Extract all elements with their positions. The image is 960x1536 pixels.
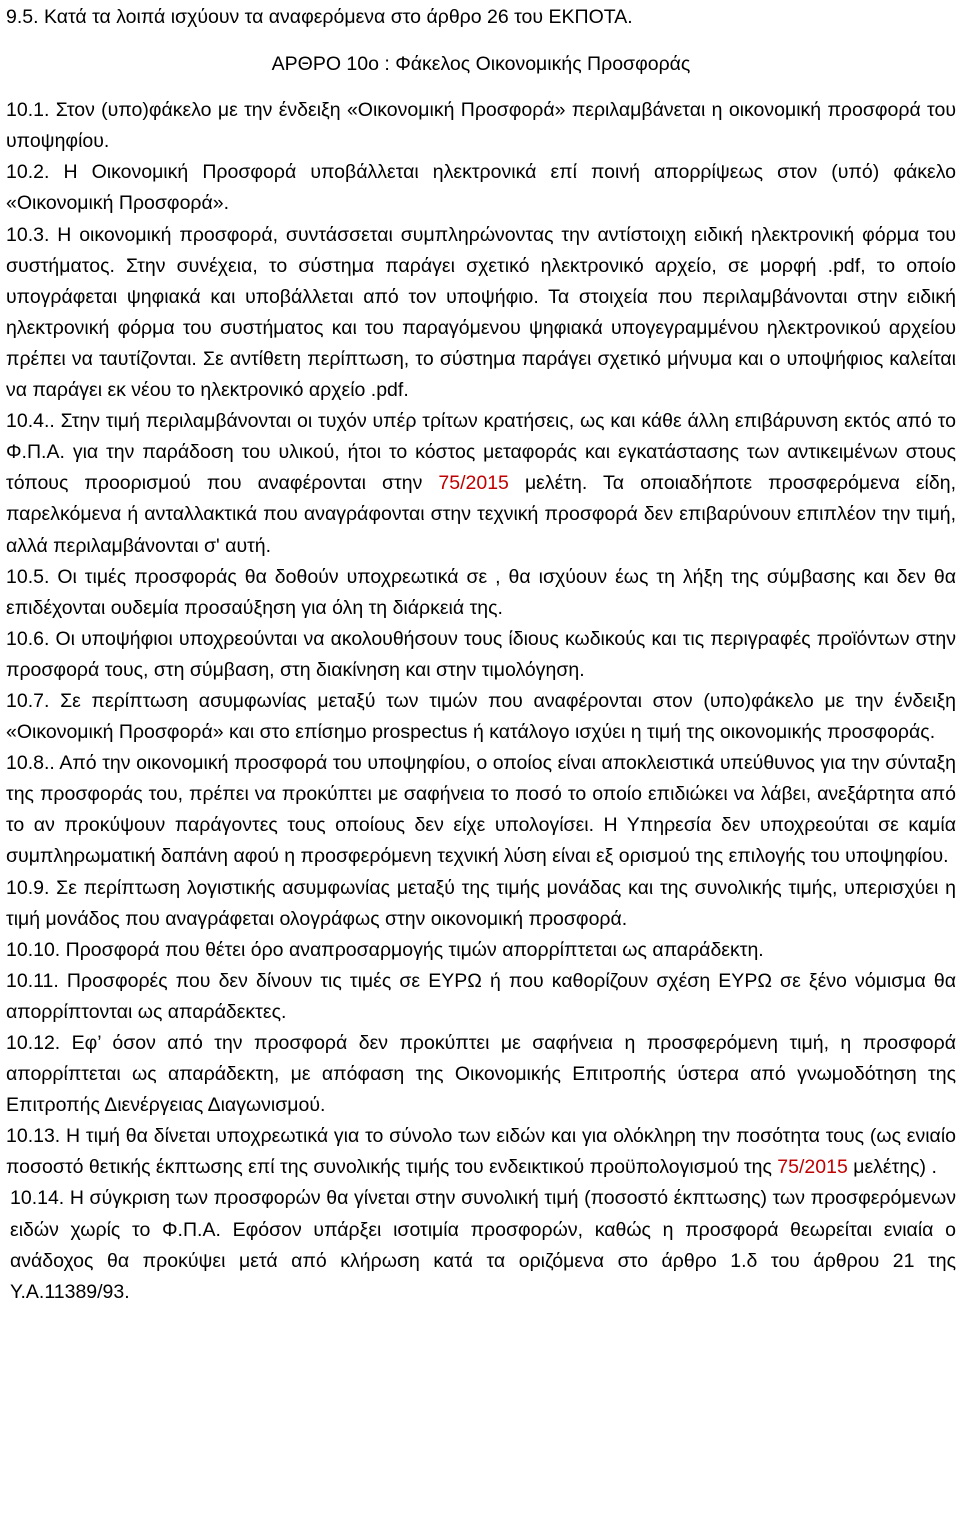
study-reference: 75/2015 [777, 1156, 848, 1179]
paragraph-10-8: 10.8.. Από την οικονομική προσφορά του υποψηφίου, ο οποίος είναι αποκλειστικά υπεύθυνος για την σύνταξη της προσφοράς του, πρέπει να προκύπτει με σαφήνεια το ποσό το οποίο επιδιώκει να λάβει, ανεξάρτητα από το αν προκύψουν παράγοντες τους οποίους δεν είχε υπολογίσει. Η Υπηρεσία δεν υποχρεούται σε καμία συμπληρωματική δαπάνη αφού η προσφερόμενη τεχνική λύση είναι εξ ορισμού της επιλογής του υποψηφίου. [6, 752, 956, 868]
paragraph-10-11: 10.11. Προσφορές που δεν δίνουν τις τιμές σε ΕΥΡΩ ή που καθορίζουν σχέση ΕΥΡΩ σε ξένο νόμισμα θα απορρίπτονται ως απαράδεκτες. [6, 969, 956, 1023]
paragraph-10-13 [6, 1121, 956, 1183]
article-title: ΑΡΘΡΟ 10ο : Φάκελος Οικονομικής Προσφοράς [271, 52, 691, 75]
paragraph-10-1: 10.1. Στον (υπο)φάκελο με την ένδειξη «Οικονομική Προσφορά» περιλαμβάνεται η οικονομική προσφορά του υποψηφίου. [6, 99, 956, 153]
study-reference: 75/2015 [438, 472, 509, 495]
paragraph-10-3: 10.3. Η οικονομική προσφορά, συντάσσεται συμπληρώνοντας την αντίστοιχη ειδική ηλεκτρονική φόρμα του συστήματος. Στην συνέχεια, το σύστημα παράγει σχετικό ηλεκτρονικό αρχείο, σε μορφή .pdf, το οποίο υπογράφεται ψηφιακά και υποβάλλεται από τον υποψήφιο. Τα στοιχεία που περιλαμβάνονται στην ειδική ηλεκτρονική φόρμα του συστήματος και του παραγόμενου ψηφιακά υπογεγραμμένου ηλεκτρονικού αρχείου πρέπει να ταυτίζονται. Σε αντίθετη περίπτωση, το σύστημα παράγει σχετικό μήνυμα και ο υποψήφιος καλείται να παράγει εκ νέου το ηλεκτρονικό αρχείο .pdf. [6, 223, 956, 402]
paragraph-10-10: 10.10. Προσφορά που θέτει όρο αναπροσαρμογής τιμών απορρίπτεται ως απαράδεκτη. [6, 938, 764, 961]
paragraph-10-4 [6, 406, 956, 561]
paragraph-10-4-text-b: μελέτη. Τα οποιαδήποτε προσφερόμενα είδη, παρελκόμενα ή ανταλλακτικά που αναγράφονται στην τεχνική προσφορά δεν επιβαρύνουν επιπλέον την τιμή, αλλά περιλαμβάνονται σ' αυτή. [6, 472, 956, 557]
document-page [6, 2, 956, 1308]
paragraph-9-5: 9.5. Κατά τα λοιπά ισχύουν τα αναφερόμενα στο άρθρο 26 του ΕΚΠΟΤΑ. [6, 6, 633, 28]
paragraph-10-13-text-a: 10.13. Η τιμή θα δίνεται υποχρεωτικά για το σύνολο των ειδών και για ολόκληρη την ποσότητα τους (ως ενιαίο ποσοστό θετικής έκπτωσης επί της συνολικής τιμής του ενδεικτικού προϋπολογισμού της [6, 1125, 956, 1179]
paragraph-10-6: 10.6. Οι υποψήφιοι υποχρεούνται να ακολουθήσουν τους ίδιους κωδικούς και τις περιγραφές προϊόντων στην προσφορά τους, στη σύμβαση, στη διακίνηση και στην τιμολόγηση. [6, 627, 956, 681]
paragraph-10-14: 10.14. Η σύγκριση των προσφορών θα γίνεται στην συνολική τιμή (ποσοστό έκπτωσης) των προσφερόμενων ειδών χωρίς το Φ.Π.Α. Εφόσον υπάρξει ισοτιμία προσφορών, καθώς η προσφορά θεωρείται ενιαία ο ανάδοχος θα προκύψει μετά από κλήρωση κατά τα οριζόμενα στο άρθρο 1.δ του άρθρου 21 της Υ.Α.11389/93. [10, 1187, 956, 1303]
paragraph-10-5: 10.5. Οι τιμές προσφοράς θα δοθούν υποχρεωτικά σε , θα ισχύουν έως τη λήξη της σύμβασης και δεν θα επιδέχονται ουδεμία προσαύξηση για όλη τη διάρκειά της. [6, 565, 956, 619]
paragraph-10-4-text-a: 10.4.. Στην τιμή περιλαμβάνονται οι τυχόν υπέρ τρίτων κρατήσεις, ως και κάθε άλλη επιβάρυνση εκτός από το Φ.Π.Α. για την παράδοση του υλικού, ήτοι το κόστος μεταφοράς και εγκατάστασης των αντικειμένων στους τόπους προορισμού που αναφέρονται στην [6, 410, 956, 495]
paragraph-10-12: 10.12. Εφ’ όσον από την προσφορά δεν προκύπτει με σαφήνεια η προσφερόμενη τιμή, η προσφορά απορρίπτεται ως απαράδεκτη, με απόφαση της Οικονομικής Επιτροπής ύστερα από γνωμοδότηση της Επιτροπής Διενέργειας Διαγωνισμού. [6, 1032, 956, 1117]
paragraph-10-13-text-b: μελέτης) . [847, 1156, 937, 1179]
paragraph-10-7: 10.7. Σε περίπτωση ασυμφωνίας μεταξύ των τιμών που αναφέρονται στον (υπο)φάκελο με την ένδειξη «Οικονομική Προσφορά» και στο επίσημο prospectus ή κατάλογο ισχύει η τιμή της οικονομικής προσφοράς. [6, 689, 956, 744]
paragraph-10-9: 10.9. Σε περίπτωση λογιστικής ασυμφωνίας μεταξύ της τιμής μονάδας και της συνολικής τιμής, υπερισχύει η τιμή μονάδος που αναγράφεται ολογράφως στην οικονομική προσφορά. [6, 876, 956, 930]
paragraph-10-2: 10.2. Η Οικονομική Προσφορά υποβάλλεται ηλεκτρονικά επί ποινή απορρίψεως στον (υπό) φάκελο «Οικονομική Προσφορά». [6, 161, 956, 215]
